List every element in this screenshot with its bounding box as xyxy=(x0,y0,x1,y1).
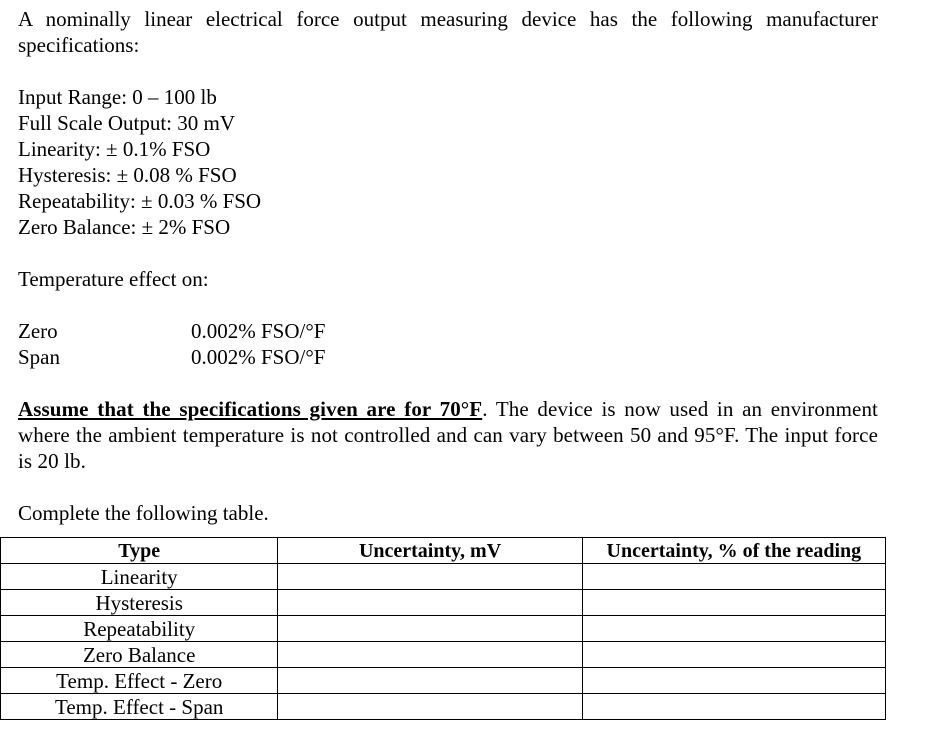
cell-uncertainty-mv[interactable] xyxy=(278,564,582,590)
temp-label: Span xyxy=(18,345,60,369)
spacer xyxy=(18,292,878,318)
cell-uncertainty-percent[interactable] xyxy=(582,616,885,642)
cell-uncertainty-percent[interactable] xyxy=(582,564,885,590)
cell-uncertainty-mv[interactable] xyxy=(278,668,582,694)
uncertainty-table xyxy=(0,537,886,720)
spacer xyxy=(18,58,878,84)
table-row xyxy=(1,668,886,694)
header-uncertainty-mv: Uncertainty, mV xyxy=(278,538,582,564)
cell-uncertainty-percent[interactable] xyxy=(582,668,885,694)
assumption-paragraph xyxy=(18,396,878,474)
row-type: Zero Balance xyxy=(1,642,278,668)
spec-zero-balance: Zero Balance: ± 2% FSO xyxy=(18,215,231,239)
temperature-heading: Temperature effect on: xyxy=(18,267,209,291)
row-type: Linearity xyxy=(1,564,278,590)
temp-row-zero xyxy=(18,318,878,344)
temperature-effects xyxy=(18,318,878,370)
cell-uncertainty-percent[interactable] xyxy=(582,590,885,616)
header-uncertainty-percent: Uncertainty, % of the reading xyxy=(582,538,885,564)
temp-value: 0.002% FSO/°F xyxy=(191,345,326,369)
intro-paragraph: A nominally linear electrical force output measuring device has the following manufacturer specifications: xyxy=(18,7,878,57)
cell-uncertainty-percent[interactable] xyxy=(582,694,885,720)
spacer xyxy=(18,474,878,500)
row-type: Repeatability xyxy=(1,616,278,642)
cell-uncertainty-mv[interactable] xyxy=(278,590,582,616)
cell-uncertainty-mv[interactable] xyxy=(278,642,582,668)
spacer xyxy=(18,240,878,266)
row-type: Hysteresis xyxy=(1,590,278,616)
temp-label: Zero xyxy=(18,319,58,343)
table-row xyxy=(1,694,886,720)
spec-linearity: Linearity: ± 0.1% FSO xyxy=(18,137,211,161)
cell-uncertainty-mv[interactable] xyxy=(278,616,582,642)
cell-uncertainty-percent[interactable] xyxy=(582,642,885,668)
table-row xyxy=(1,642,886,668)
spec-input-range: Input Range: 0 – 100 lb xyxy=(18,85,217,109)
assumption-emphasis: Assume that the specifications given are for 70°F xyxy=(18,397,483,421)
assumption-rest: . The device is now used in an environment where the ambient temperature is not controlled and can vary between 50 and 95°F. The input force is 20 lb. xyxy=(18,397,878,473)
table-header-row xyxy=(1,538,886,564)
spec-repeatability: Repeatability: ± 0.03 % FSO xyxy=(18,189,262,213)
table-row xyxy=(1,590,886,616)
spec-list xyxy=(18,84,878,240)
temp-row-span xyxy=(18,344,878,370)
instruction: Complete the following table. xyxy=(18,501,269,525)
header-type: Type xyxy=(1,538,278,564)
row-type: Temp. Effect - Span xyxy=(1,694,278,720)
temp-value: 0.002% FSO/°F xyxy=(191,319,326,343)
spec-full-scale-output: Full Scale Output: 30 mV xyxy=(18,111,235,135)
cell-uncertainty-mv[interactable] xyxy=(278,694,582,720)
table-row xyxy=(1,616,886,642)
spec-hysteresis: Hysteresis: ± 0.08 % FSO xyxy=(18,163,237,187)
spacer xyxy=(18,370,878,396)
table-row xyxy=(1,564,886,590)
problem-statement xyxy=(18,6,878,526)
row-type: Temp. Effect - Zero xyxy=(1,668,278,694)
